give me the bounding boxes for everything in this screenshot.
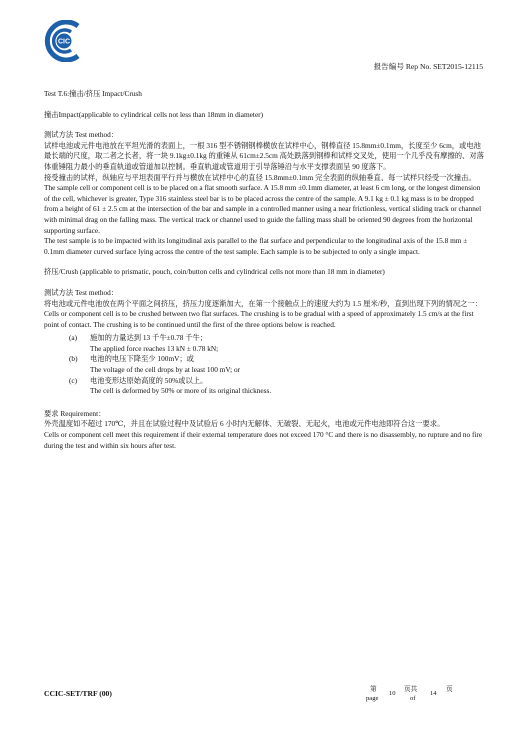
option-en: The voltage of the cell drops by at least 100 mV; or [90,365,241,375]
impact-method-cn-1: 试样电池或元件电池放在平坦光滑的表面上，一根 316 型不锈钢钢棒横放在试样中心，钢棒直径 15.8mm±0.1mm，长度至少 6cm，或电池最长端的尺度，取二者之长者，将一块 9.1kg±0.1kg 的重锤从 61cm±2.5cm 高处跌落到钢棒和试样交叉处，使用一个几乎没有摩擦的、对落体重锤阻力最小的垂直轨道或管道加以控制。垂直轨道或管道用于引导落锤沿与水平支撑表面呈 90 度落下。 [44,140,484,171]
crush-options [69,333,486,397]
crush-option-a [69,333,486,344]
report-number: 报告编号 Rep No. SET2015-12115 [373,62,483,71]
crush-method-label: 测试方法 Test method： [44,287,119,297]
total-pages: 14 [430,690,437,697]
page-label-en: page [366,695,379,702]
requirement-cn: 外壳温度如不超过 170℃，并且在试验过程中及试验后 6 小时内无解体、无破裂、无起火，电池或元件电池即符合这一要求。 [44,419,445,429]
option-letter: (c) [69,375,78,385]
of-label-cn: 页共 [404,686,418,693]
test-title: Test T.6:撞击/挤压 Impact/Crush [44,89,142,98]
of-label-en: of [410,695,416,702]
impact-heading: 撞击Impact(applicable to cylindrical cells not less than 18mm in diameter) [44,109,264,119]
impact-method-en-1: The sample cell or component cell is to be placed on a flat smooth surface. A 15.8 mm ±0.1mm diameter, at least 6 cm long, or the longest dimension of the cell, whichever is greater, Type 316 stainless steel bar is to be placed across the centre of the sample. A 9.1 kg ± 0.1 kg mass is to be dropped from a height of 61 ± 2.5 cm at the intersection of the bar and sample in a controlled manner using a near frictionless, vertical sliding track or channel with minimal drag on the falling mass. The vertical track or channel used to guide the falling mass shall be oriented 90 degrees from the horizontal supporting surface. [44,183,482,235]
option-en: The cell is deformed by 50% or more of its original thickness. [90,386,272,396]
crush-method-cn: 将电池或元件电池放在两个平面之间挤压，挤压力度逐渐加大，在第一个接触点上的速度大约为 1.5 厘米/秒，直到出现下列的情况之一： [44,298,483,308]
impact-method-label: 测试方法 Test method： [44,130,119,140]
impact-method-en-2: The test sample is to be impacted with its longitudinal axis parallel to the flat surface and perpendicular to the longitudinal axis of the 15.8 mm ± 0.1mm diameter curved surface lying across the centre of the test sample. Each sample is to be subjected to only a single impact. [44,236,468,256]
svg-text:CIC: CIC [57,38,71,46]
crush-method-en: Cells or component cell is to be crushed between two flat surfaces. The crushing is to be gradual with a speed of approximately 1.5 cm/s at the first point of contact. The crushing is to be continued until the first of the three options below is reached. [44,309,474,329]
page-suffix-cn: 页 [446,686,453,693]
option-cn: 施加的力量达到 13 千牛±0.78 千牛； [90,333,208,343]
page-label-cn: 第 [370,686,377,693]
option-cn: 电池变形达原始高度的 50%或以上。 [90,375,208,385]
requirement-label: 要求 Requirement： [44,408,106,418]
option-letter: (b) [69,354,78,364]
crush-option-c [69,376,486,387]
requirement-en: Cells or component cell meet this requirement if their external temperature does not exceed 170 °C and there is no disassembly, no rupture and no fire during the test and within six hours after test. [44,430,483,450]
option-cn: 电池的电压下降至少 100mV；或 [90,354,194,364]
ccic-logo [36,20,84,62]
crush-option-b [69,354,486,365]
impact-method-cn-2: 接受撞击的试样，纵轴应与平坦表面平行并与横放在试样中心的直径 15.8mm±0.1mm 完全表面的纵轴垂直、每一试样只经受一次撞击。 [44,172,476,182]
test-content [44,89,486,451]
page-number: 10 [389,690,396,697]
option-letter: (a) [69,333,78,343]
crush-heading: 挤压/Crush (applicable to prismatic, pouch, coin/button cells and cylindrical cells not more than 18 mm in diameter) [44,267,385,277]
form-code: CCIC-SET/TRF (00) [44,689,112,698]
option-en: The applied force reaches 13 kN ± 0.78 kN; [90,343,219,353]
